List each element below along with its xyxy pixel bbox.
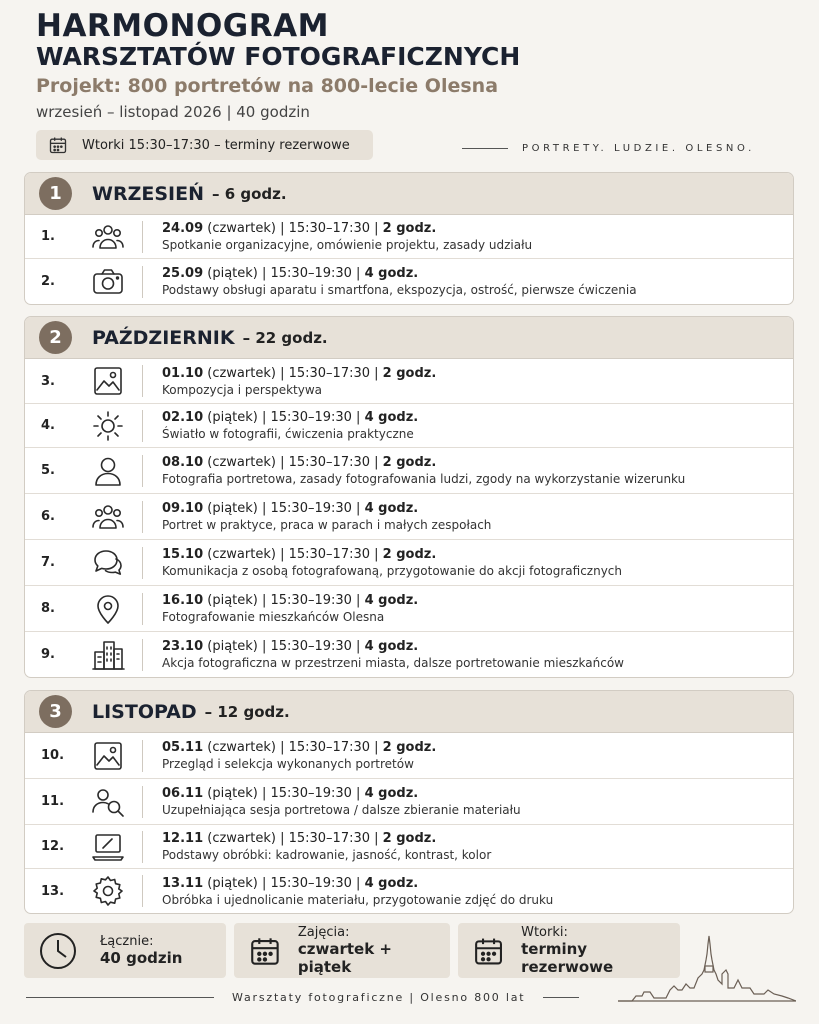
summary-tuesdays-label: Wtorki: <box>521 925 568 940</box>
gear-icon <box>91 874 125 908</box>
session-details <box>162 831 491 862</box>
session-date: 13.11 <box>162 875 204 891</box>
session-number: 11. <box>41 794 65 809</box>
session-hours: 2 godz. <box>382 740 437 755</box>
summary-total <box>24 923 226 978</box>
session-date: 02.10 <box>162 410 204 425</box>
footer-text: Warsztaty fotograficzne | Olesno 800 lat <box>232 991 526 1004</box>
session-hours: 4 godz. <box>364 501 419 516</box>
month-header <box>25 317 793 359</box>
session-description: Podstawy obsługi aparatu i smartfona, ekspozycja, ostrość, pierwsze ćwiczenia <box>162 283 637 297</box>
session-row <box>25 215 793 258</box>
session-row <box>25 447 793 493</box>
session-schedule <box>162 501 491 516</box>
session-date: 23.10 <box>162 639 204 654</box>
session-icon-wrap <box>81 265 134 299</box>
session-schedule <box>162 547 622 562</box>
footer-divider-left <box>26 997 214 998</box>
session-description: Akcja fotograficzna w przestrzeni miasta, dalsze portretowanie mieszkańców <box>162 656 624 670</box>
session-description: Fotografowanie mieszkańców Olesna <box>162 610 385 624</box>
row-divider <box>142 410 143 442</box>
session-schedule <box>162 266 637 281</box>
calendar-icon <box>248 934 282 968</box>
session-row <box>25 733 793 778</box>
session-schedule <box>162 639 624 654</box>
person-search-icon <box>91 785 125 819</box>
session-details <box>162 501 491 532</box>
session-row <box>25 868 793 913</box>
session-hours: 4 godz. <box>364 639 419 654</box>
session-details <box>162 786 521 817</box>
session-day-time: (piątek) | 15:30–19:30 | <box>203 639 365 654</box>
summary-days <box>234 923 450 978</box>
session-date: 12.11 <box>162 831 204 846</box>
session-number: 4. <box>41 418 55 433</box>
session-details <box>162 410 418 441</box>
camera-icon <box>91 265 125 299</box>
session-day-time: (piątek) | 15:30–19:30 | <box>203 875 365 891</box>
session-icon-wrap <box>81 874 134 908</box>
session-row <box>25 258 793 304</box>
session-number: 6. <box>41 509 55 524</box>
reserve-note-text: Wtorki 15:30–17:30 – terminy rezerwowe <box>82 137 350 153</box>
session-day-time: (piątek) | 15:30–19:30 | <box>203 266 365 281</box>
session-day-time: (czwartek) | 15:30–17:30 | <box>203 740 383 755</box>
session-description: Fotografia portretowa, zasady fotografowania ludzi, zgody na wykorzystanie wizerunku <box>162 472 686 486</box>
session-details <box>162 593 418 624</box>
session-details <box>162 547 622 578</box>
session-description: Przegląd i selekcja wykonanych portretów <box>162 757 414 771</box>
session-day-time: (czwartek) | 15:30–17:30 | <box>203 455 383 470</box>
session-details <box>162 876 553 907</box>
session-date: 25.09 <box>162 266 204 281</box>
session-date: 09.10 <box>162 501 204 516</box>
month-name: LISTOPAD <box>92 700 197 723</box>
session-description: Komunikacja z osobą fotografowaną, przygotowanie do akcji fotograficznych <box>162 564 623 578</box>
session-row <box>25 778 793 824</box>
session-hours: 4 godz. <box>364 266 419 281</box>
session-icon-wrap <box>81 830 134 864</box>
laptop-icon <box>91 830 125 864</box>
session-row <box>25 585 793 631</box>
session-number: 1. <box>41 229 55 244</box>
session-row <box>25 539 793 585</box>
chat-icon <box>91 546 125 580</box>
session-day-time: (piątek) | 15:30–19:30 | <box>203 410 365 425</box>
tagline-text: PORTRETY. LUDZIE. OLESNO. <box>522 143 755 154</box>
session-day-time: (piątek) | 15:30–19:30 | <box>203 501 365 516</box>
summary-tuesdays-value: terminy rezerwowe <box>521 940 614 976</box>
session-description: Spotkanie organizacyjne, omówienie projektu, zasady udziału <box>162 238 533 252</box>
month-header <box>25 173 793 215</box>
location-pin-icon <box>91 592 125 626</box>
session-description: Podstawy obróbki: kadrowanie, jasność, kontrast, kolor <box>162 848 492 862</box>
session-date: 05.11 <box>162 740 204 755</box>
session-schedule <box>162 831 491 846</box>
session-number: 2. <box>41 274 55 289</box>
session-details <box>162 266 637 297</box>
sun-icon <box>91 409 125 443</box>
session-icon-wrap <box>81 592 134 626</box>
session-schedule <box>162 410 418 425</box>
footer <box>26 991 626 1004</box>
session-schedule <box>162 366 436 381</box>
session-date: 15.10 <box>162 547 204 562</box>
summary-total-value: 40 godzin <box>100 949 183 967</box>
row-divider <box>142 501 143 533</box>
session-schedule <box>162 786 521 801</box>
row-divider <box>142 639 143 671</box>
session-date: 16.10 <box>162 593 204 608</box>
row-divider <box>142 455 143 487</box>
session-row <box>25 359 793 403</box>
session-hours: 4 godz. <box>364 786 419 801</box>
calendar-icon <box>48 135 68 155</box>
session-date: 01.10 <box>162 365 204 381</box>
month-number-badge: 1 <box>39 177 72 210</box>
month-section <box>24 690 794 914</box>
group-icon <box>91 500 125 534</box>
group-icon <box>91 220 125 254</box>
session-number: 10. <box>41 748 65 763</box>
page-title-line2: WARSZTATÓW FOTOGRAFICZNYCH <box>36 42 521 71</box>
session-icon-wrap <box>81 500 134 534</box>
buildings-icon <box>91 638 125 672</box>
picture-icon <box>91 739 125 773</box>
session-icon-wrap <box>81 409 134 443</box>
row-divider <box>142 365 143 397</box>
session-hours: 4 godz. <box>364 875 419 891</box>
session-hours: 2 godz. <box>382 547 437 562</box>
session-details <box>162 455 685 486</box>
month-hours: – 22 godz. <box>242 328 328 347</box>
session-schedule <box>162 221 532 236</box>
row-divider <box>142 786 143 818</box>
town-skyline-icon <box>618 930 796 1006</box>
month-name: PAŹDZIERNIK <box>92 326 235 349</box>
month-name: WRZESIEŃ <box>92 182 204 205</box>
session-number: 9. <box>41 647 55 662</box>
session-number: 3. <box>41 373 55 389</box>
session-hours: 2 godz. <box>382 365 437 381</box>
session-row <box>25 824 793 868</box>
session-description: Kompozycja i perspektywa <box>162 382 323 397</box>
footer-divider-right <box>543 997 579 998</box>
session-icon-wrap <box>81 454 134 488</box>
row-divider <box>142 547 143 579</box>
session-row <box>25 403 793 447</box>
summary-total-label: Łącznie: <box>100 934 154 949</box>
row-divider <box>142 740 143 772</box>
session-schedule <box>162 740 436 755</box>
session-schedule <box>162 593 418 608</box>
session-icon-wrap <box>81 638 134 672</box>
session-date: 24.09 <box>162 221 204 236</box>
month-header <box>25 691 793 733</box>
page-title-line1: HARMONOGRAM <box>36 8 329 44</box>
session-icon-wrap <box>81 220 134 254</box>
session-number: 8. <box>41 601 55 616</box>
row-divider <box>142 831 143 863</box>
month-hours: – 12 godz. <box>204 702 290 721</box>
session-description: Obróbka i ujednolicanie materiału, przygotowanie zdjęć do druku <box>162 892 554 907</box>
session-day-time: (piątek) | 15:30–19:30 | <box>203 786 365 801</box>
row-divider <box>142 266 143 298</box>
month-number-badge: 2 <box>39 321 72 354</box>
session-details <box>162 639 624 670</box>
session-schedule <box>162 455 685 470</box>
calendar-icon <box>472 934 505 968</box>
session-description: Uzupełniająca sesja portretowa / dalsze zbieranie materiału <box>162 803 521 817</box>
tagline <box>462 143 755 154</box>
session-number: 13. <box>41 883 65 899</box>
project-subtitle: Projekt: 800 portretów na 800-lecie Olesna <box>36 75 499 97</box>
reserve-note-badge <box>36 130 373 160</box>
session-description: Portret w praktyce, praca w parach i małych zespołach <box>162 518 492 532</box>
session-date: 06.11 <box>162 786 204 801</box>
session-row <box>25 493 793 539</box>
session-hours: 2 godz. <box>382 831 437 846</box>
session-date: 08.10 <box>162 455 204 470</box>
session-day-time: (czwartek) | 15:30–17:30 | <box>203 831 383 846</box>
session-details <box>162 366 436 397</box>
session-details <box>162 221 532 252</box>
session-hours: 4 godz. <box>364 410 419 425</box>
session-icon-wrap <box>81 785 134 819</box>
session-number: 7. <box>41 555 55 570</box>
clock-icon <box>38 931 78 971</box>
session-icon-wrap <box>81 546 134 580</box>
session-number: 12. <box>41 839 65 854</box>
session-details <box>162 740 436 771</box>
person-icon <box>91 454 125 488</box>
month-section <box>24 172 794 305</box>
session-description: Światło w fotografii, ćwiczenia praktyczne <box>162 427 414 441</box>
row-divider <box>142 221 143 253</box>
session-icon-wrap <box>81 739 134 773</box>
month-number-badge: 3 <box>39 695 72 728</box>
session-number: 5. <box>41 463 55 478</box>
session-day-time: (piątek) | 15:30–19:30 | <box>203 593 365 608</box>
session-icon-wrap <box>81 364 134 398</box>
summary-days-label: Zajęcia: <box>297 925 350 940</box>
session-hours: 2 godz. <box>382 455 437 470</box>
session-hours: 4 godz. <box>364 593 419 608</box>
tagline-divider <box>462 148 508 149</box>
session-schedule <box>162 876 553 891</box>
summary-days-value: czwartek + piątek <box>297 940 392 976</box>
month-section <box>24 316 794 678</box>
session-day-time: (czwartek) | 15:30–17:30 | <box>203 547 383 562</box>
session-day-time: (czwartek) | 15:30–17:30 | <box>203 365 383 381</box>
month-hours: – 6 godz. <box>211 184 287 203</box>
session-row <box>25 631 793 677</box>
date-range: wrzesień – listopad 2026 | 40 godzin <box>36 103 310 121</box>
row-divider <box>142 593 143 625</box>
session-day-time: (czwartek) | 15:30–17:30 | <box>203 221 383 236</box>
row-divider <box>142 875 143 907</box>
session-hours: 2 godz. <box>382 221 437 236</box>
picture-icon <box>91 364 125 398</box>
